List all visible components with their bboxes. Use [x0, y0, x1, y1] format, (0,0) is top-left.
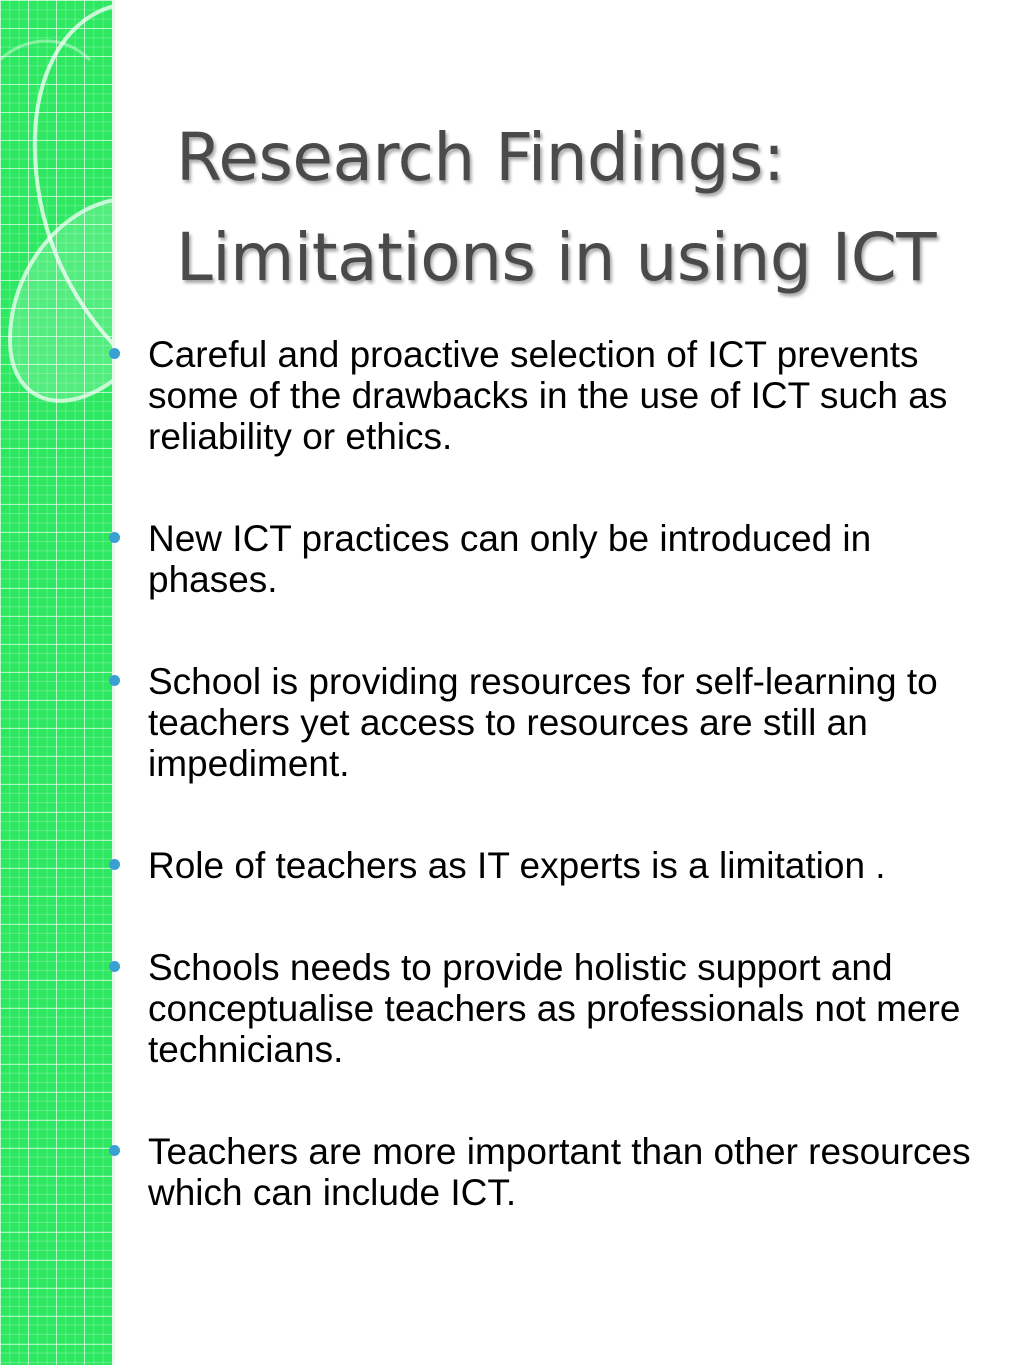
bullet-dot-icon [109, 348, 120, 359]
bullet-list [104, 334, 1004, 1274]
bullet-text-5: Schools needs to provide holistic support and conceptualise teachers as professionals not mere technicians. [148, 947, 961, 1070]
slide-title [176, 108, 996, 308]
bullet-text-4: Role of teachers as IT experts is a limitation . [148, 845, 886, 886]
bullet-text-6: Teachers are more important than other resources which can include ICT. [148, 1131, 971, 1213]
bullet-item-4 [104, 845, 1004, 886]
bullet-item-5 [104, 947, 1004, 1070]
bullet-dot-icon [109, 675, 120, 686]
bullet-text-2: New ICT practices can only be introduced in phases. [148, 518, 872, 600]
bullet-text-1: Careful and proactive selection of ICT prevents some of the drawbacks in the use of ICT such as reliability or ethics. [148, 334, 948, 457]
bullet-dot-icon [109, 859, 120, 870]
bullet-item-2 [104, 518, 1004, 600]
slide-title-line-1: Research Findings: [176, 119, 785, 196]
slide-title-line-2: Limitations in using ICT [176, 219, 937, 296]
bullet-text-3: School is providing resources for self-learning to teachers yet access to resources are still an impediment. [148, 661, 938, 784]
bullet-dot-icon [109, 1145, 120, 1156]
bullet-dot-icon [109, 532, 120, 543]
bullet-item-1 [104, 334, 1004, 457]
bullet-dot-icon [109, 961, 120, 972]
bullet-item-3 [104, 661, 1004, 784]
swirl-decoration [0, 0, 114, 460]
bullet-item-6 [104, 1131, 1004, 1213]
